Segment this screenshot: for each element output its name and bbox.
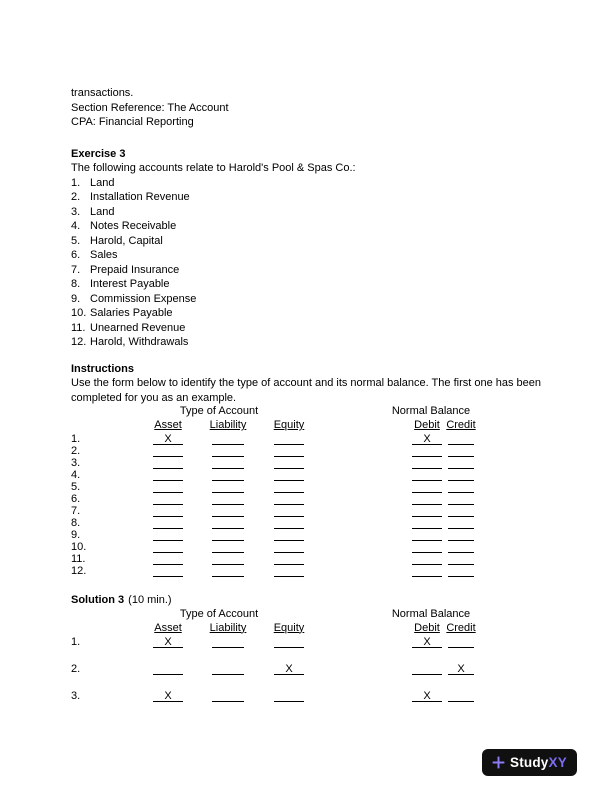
- equity-answer-line: [274, 565, 304, 577]
- liability-answer-line: [212, 517, 244, 529]
- asset-answer-line: [153, 469, 183, 481]
- form-row: [71, 493, 546, 505]
- column-header-asset: Asset: [154, 419, 182, 431]
- list-item: [71, 321, 546, 336]
- credit-answer-line: [448, 636, 474, 648]
- form-row: [71, 541, 546, 553]
- form-row: [71, 445, 546, 457]
- asset-answer-line: [153, 553, 183, 565]
- list-item-label: Prepaid Insurance: [90, 263, 180, 276]
- list-item: [71, 306, 546, 321]
- credit-answer-line: [448, 529, 474, 541]
- form-rows: [71, 433, 546, 577]
- list-item-number: 1.: [71, 176, 81, 189]
- list-item: [71, 234, 546, 249]
- credit-answer-line: [448, 505, 474, 517]
- asset-answer-line: X: [153, 690, 183, 702]
- debit-answer-line: [412, 469, 442, 481]
- column-header-debit: Debit: [414, 621, 440, 634]
- form-row: [71, 529, 546, 541]
- liability-answer-line: [212, 663, 244, 675]
- list-item-number: 3.: [71, 205, 81, 218]
- list-item-number: 11.: [71, 321, 86, 334]
- brand-accent: XY: [548, 755, 567, 770]
- list-item-number: 2.: [71, 191, 81, 203]
- asset-answer-line: [153, 493, 183, 505]
- top-text-block: [71, 86, 546, 130]
- row-number: 7.: [71, 505, 81, 517]
- list-item-label: Notes Receivable: [90, 220, 177, 232]
- list-item: [71, 176, 546, 191]
- column-header-credit: Credit: [446, 419, 476, 431]
- solution-column-headers: [71, 622, 546, 636]
- equity-answer-line: [274, 517, 304, 529]
- solution-row: [71, 690, 546, 717]
- asset-answer-line: [153, 481, 183, 493]
- debit-answer-line: [412, 529, 442, 541]
- equity-answer-line: [274, 529, 304, 541]
- brand-primary: Study: [510, 755, 549, 770]
- answer-form: [71, 405, 546, 577]
- credit-answer-line: [448, 457, 474, 469]
- row-number: 5.: [71, 481, 81, 493]
- form-group-headers: [71, 405, 546, 419]
- debit-answer-line: X: [412, 433, 442, 445]
- group-header-normal-balance: Normal Balance: [391, 405, 471, 417]
- solution-title-text: Solution 3: [71, 594, 125, 606]
- liability-answer-line: [212, 529, 244, 541]
- group-header-type-of-account: Type of Account: [179, 607, 259, 620]
- debit-answer-line: [412, 517, 442, 529]
- column-header-debit: Debit: [414, 419, 440, 431]
- text-line: Section Reference: The Account: [71, 101, 229, 114]
- column-header-equity: Equity: [273, 419, 305, 431]
- list-item-label: Unearned Revenue: [90, 321, 186, 334]
- list-item-number: 12.: [71, 336, 87, 348]
- brand-text: [510, 755, 567, 770]
- liability-answer-line: [212, 469, 244, 481]
- equity-answer-line: [274, 636, 304, 648]
- list-item-number: 6.: [71, 249, 81, 261]
- row-number: 1.: [71, 635, 81, 648]
- list-item-label: Land: [90, 176, 115, 189]
- exercise-title: Exercise 3: [71, 147, 126, 160]
- list-item-number: 9.: [71, 292, 81, 305]
- form-row: [71, 433, 546, 445]
- liability-answer-line: [212, 636, 244, 648]
- column-header-liability: Liability: [209, 419, 247, 431]
- credit-answer-line: [448, 565, 474, 577]
- list-item-number: 8.: [71, 278, 81, 290]
- list-item-number: 5.: [71, 234, 81, 247]
- liability-answer-line: [212, 553, 244, 565]
- debit-answer-line: [412, 663, 442, 675]
- asset-answer-line: [153, 565, 183, 577]
- solution-row: [71, 636, 546, 663]
- debit-answer-line: X: [412, 690, 442, 702]
- list-item: [71, 277, 546, 292]
- debit-answer-line: [412, 565, 442, 577]
- list-item-label: Harold, Withdrawals: [90, 336, 189, 348]
- equity-answer-line: [274, 553, 304, 565]
- credit-answer-line: [448, 481, 474, 493]
- row-number: 4.: [71, 469, 81, 481]
- credit-answer-line: [448, 469, 474, 481]
- row-number: 3.: [71, 689, 81, 702]
- solution-row: [71, 663, 546, 690]
- credit-answer-line: [448, 493, 474, 505]
- list-item-label: Sales: [90, 249, 118, 261]
- instructions-body: Use the form below to identify the type of account and its normal balance. The first one has been completed for you as an example.: [71, 377, 542, 404]
- equity-answer-line: [274, 433, 304, 445]
- list-item: [71, 205, 546, 220]
- credit-answer-line: [448, 517, 474, 529]
- page-content: [71, 86, 546, 717]
- debit-answer-line: [412, 553, 442, 565]
- debit-answer-line: [412, 445, 442, 457]
- solution-duration: (10 min.): [128, 594, 172, 606]
- equity-answer-line: [274, 505, 304, 517]
- asset-answer-line: [153, 505, 183, 517]
- credit-answer-line: [448, 541, 474, 553]
- column-header-liability: Liability: [209, 621, 247, 634]
- row-number: 8.: [71, 517, 81, 529]
- liability-answer-line: [212, 457, 244, 469]
- asset-answer-line: X: [153, 636, 183, 648]
- liability-answer-line: [212, 445, 244, 457]
- row-number: 6.: [71, 493, 81, 505]
- equity-answer-line: [274, 493, 304, 505]
- form-row: [71, 457, 546, 469]
- equity-answer-line: [274, 541, 304, 553]
- liability-answer-line: [212, 433, 244, 445]
- plus-icon: [492, 756, 505, 769]
- liability-answer-line: [212, 481, 244, 493]
- liability-answer-line: [212, 493, 244, 505]
- credit-answer-line: [448, 553, 474, 565]
- liability-answer-line: [212, 505, 244, 517]
- list-item: [71, 263, 546, 278]
- form-row: [71, 553, 546, 565]
- list-item-label: Salaries Payable: [90, 307, 173, 319]
- studyxy-logo: [482, 749, 577, 776]
- debit-answer-line: [412, 541, 442, 553]
- equity-answer-line: [274, 457, 304, 469]
- list-item-label: Commission Expense: [90, 292, 197, 305]
- list-item-label: Installation Revenue: [90, 191, 190, 203]
- equity-answer-line: [274, 690, 304, 702]
- row-number: 2.: [71, 445, 81, 457]
- column-header-credit: Credit: [446, 621, 476, 634]
- equity-answer-line: [274, 481, 304, 493]
- text-line: CPA: Financial Reporting: [71, 116, 194, 128]
- form-row: [71, 481, 546, 493]
- credit-answer-line: [448, 445, 474, 457]
- list-item: [71, 190, 546, 205]
- row-number: 1.: [71, 433, 81, 445]
- asset-answer-line: [153, 517, 183, 529]
- group-header-normal-balance: Normal Balance: [391, 607, 471, 620]
- account-list: [71, 176, 546, 350]
- asset-answer-line: X: [153, 433, 183, 445]
- equity-answer-line: [274, 445, 304, 457]
- list-item: [71, 292, 546, 307]
- solution-rows: [71, 636, 546, 717]
- liability-answer-line: [212, 565, 244, 577]
- asset-answer-line: [153, 541, 183, 553]
- row-number: 11.: [71, 553, 86, 565]
- row-number: 2.: [71, 662, 81, 675]
- asset-answer-line: [153, 663, 183, 675]
- list-item: [71, 248, 546, 263]
- asset-answer-line: [153, 445, 183, 457]
- form-row: [71, 517, 546, 529]
- liability-answer-line: [212, 541, 244, 553]
- equity-answer-line: [274, 469, 304, 481]
- exercise-intro: The following accounts relate to Harold's Pool & Spas Co.:: [71, 162, 356, 174]
- form-row: [71, 469, 546, 481]
- solution-form: [71, 608, 546, 717]
- form-row: [71, 505, 546, 517]
- debit-answer-line: [412, 481, 442, 493]
- list-item-number: 4.: [71, 220, 81, 232]
- debit-answer-line: [412, 457, 442, 469]
- column-header-equity: Equity: [273, 621, 305, 634]
- row-number: 10.: [71, 541, 87, 553]
- credit-answer-line: [448, 690, 474, 702]
- asset-answer-line: [153, 457, 183, 469]
- credit-answer-line: X: [448, 663, 474, 675]
- row-number: 9.: [71, 529, 81, 541]
- debit-answer-line: X: [412, 636, 442, 648]
- text-line: transactions.: [71, 87, 134, 99]
- list-item-number: 7.: [71, 263, 81, 276]
- form-row: [71, 565, 546, 577]
- liability-answer-line: [212, 690, 244, 702]
- column-header-asset: Asset: [154, 621, 182, 634]
- row-number: 12.: [71, 565, 87, 577]
- list-item-label: Interest Payable: [90, 278, 170, 290]
- instructions-title: Instructions: [71, 362, 134, 375]
- asset-answer-line: [153, 529, 183, 541]
- list-item-label: Land: [90, 205, 115, 218]
- solution-group-headers: [71, 608, 546, 622]
- form-column-headers: [71, 419, 546, 433]
- list-item: [71, 219, 546, 234]
- list-item-label: Harold, Capital: [90, 234, 163, 247]
- credit-answer-line: [448, 433, 474, 445]
- group-header-type-of-account: Type of Account: [179, 405, 259, 417]
- debit-answer-line: [412, 505, 442, 517]
- row-number: 3.: [71, 457, 81, 469]
- debit-answer-line: [412, 493, 442, 505]
- list-item-number: 10.: [71, 307, 87, 319]
- list-item: [71, 335, 546, 350]
- equity-answer-line: X: [274, 663, 304, 675]
- solution-title: [71, 593, 546, 608]
